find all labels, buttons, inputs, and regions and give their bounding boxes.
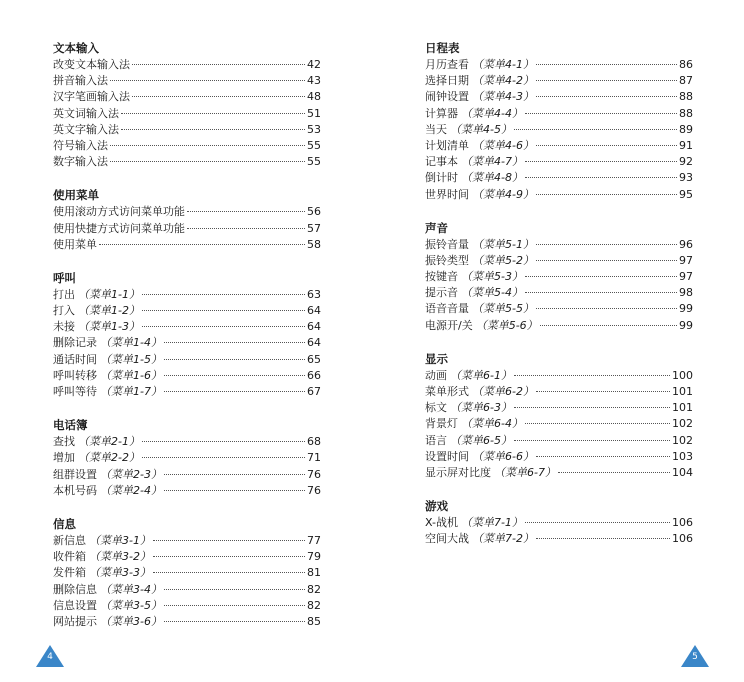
entry-menu-ref: （菜单6-7） <box>494 465 556 479</box>
entry-page-number: 85 <box>307 614 321 628</box>
entry-label: 计算器 <box>425 106 458 120</box>
entry-page-number: 64 <box>307 304 321 318</box>
section-title: 文本输入 <box>53 41 99 55</box>
toc-entry[interactable] <box>53 565 321 581</box>
toc-entry[interactable] <box>53 237 321 253</box>
dot-leader <box>110 161 305 162</box>
entry-page-number: 98 <box>679 286 693 300</box>
dot-leader <box>164 621 305 622</box>
entry-page-number: 87 <box>679 74 693 88</box>
page-number-right: 5 <box>692 652 698 662</box>
entry-page-number: 82 <box>307 582 321 596</box>
section-title: 显示 <box>425 351 448 366</box>
entry-label: 月历查看 <box>425 58 469 71</box>
toc-left-column <box>53 40 321 647</box>
dot-leader <box>525 276 677 277</box>
entry-label: 信息设置 <box>53 598 97 612</box>
entry-label: 标文 <box>425 401 447 415</box>
entry-page-number: 86 <box>679 58 693 71</box>
toc-entry[interactable] <box>53 303 321 319</box>
entry-page-number: 82 <box>307 598 321 612</box>
entry-menu-ref: （菜单5-3） <box>461 270 523 284</box>
dot-leader <box>536 145 677 146</box>
dot-leader <box>132 96 305 97</box>
entry-menu-ref: （菜单6-4） <box>461 417 523 431</box>
toc-entry[interactable] <box>53 614 321 630</box>
dot-leader <box>536 260 677 261</box>
entry-label: 使用滚动方式访问菜单功能 <box>53 205 185 219</box>
entry-label: 网站提示 <box>53 614 97 628</box>
section-title: 使用菜单 <box>53 188 99 203</box>
toc-entry[interactable] <box>425 318 693 334</box>
entry-label: 未接 <box>53 320 75 334</box>
toc-entry[interactable] <box>53 335 321 351</box>
toc-section <box>53 40 321 170</box>
entry-label: 改变文本输入法 <box>53 58 130 71</box>
entry-menu-ref: （菜单5-4） <box>461 286 523 300</box>
toc-entry[interactable] <box>53 598 321 614</box>
entry-menu-ref: （菜单6-3） <box>450 401 512 415</box>
toc-entry[interactable] <box>425 416 693 432</box>
entry-label: 按键音 <box>425 270 458 284</box>
entry-page-number: 55 <box>307 155 321 169</box>
toc-entry[interactable] <box>425 154 693 170</box>
toc-entry[interactable] <box>53 483 321 499</box>
entry-menu-ref: （菜单4-7） <box>461 155 523 169</box>
entry-label: 组群设置 <box>53 467 97 481</box>
entry-menu-ref: （菜单2-3） <box>100 467 162 481</box>
entry-label: 打出 <box>53 287 75 301</box>
dot-leader <box>525 522 670 523</box>
entry-page-number: 58 <box>307 237 321 251</box>
entry-page-number: 67 <box>307 385 321 398</box>
entry-page-number: 99 <box>679 302 693 316</box>
entry-page-number: 93 <box>679 171 693 185</box>
entry-menu-ref: （菜单6-2） <box>472 385 534 398</box>
entry-menu-ref: （菜单1-3） <box>78 320 140 334</box>
entry-page-number: 64 <box>307 320 321 334</box>
toc-entry[interactable] <box>425 122 693 138</box>
toc-entry[interactable] <box>425 73 693 89</box>
toc-section <box>53 270 321 400</box>
toc-entry[interactable] <box>425 368 693 384</box>
dot-leader <box>153 540 305 541</box>
entry-label: 世界时间 <box>425 187 469 201</box>
entry-menu-ref: （菜单1-4） <box>100 336 162 350</box>
toc-entry[interactable] <box>425 138 693 154</box>
entry-menu-ref: （菜单1-2） <box>78 304 140 318</box>
page-number-left: 4 <box>47 652 53 662</box>
toc-section <box>53 187 321 253</box>
entry-page-number: 95 <box>679 187 693 201</box>
dot-leader <box>164 605 305 606</box>
dot-leader <box>536 80 677 81</box>
entry-page-number: 57 <box>307 221 321 235</box>
entry-page-number: 88 <box>679 90 693 104</box>
dot-leader <box>187 211 305 212</box>
entry-page-number: 63 <box>307 287 321 301</box>
section-title: 信息 <box>53 516 76 531</box>
entry-page-number: 76 <box>307 467 321 481</box>
entry-page-number: 106 <box>672 516 693 530</box>
entry-label: 菜单形式 <box>425 385 469 398</box>
toc-entry[interactable] <box>53 384 321 400</box>
entry-page-number: 96 <box>679 237 693 251</box>
entry-label: 数字输入法 <box>53 155 108 169</box>
dot-leader <box>110 145 305 146</box>
entry-page-number: 43 <box>307 74 321 88</box>
dot-leader <box>514 440 670 441</box>
entry-menu-ref: （菜单7-2） <box>472 532 534 546</box>
toc-entry[interactable] <box>425 515 693 531</box>
entry-menu-ref: （菜单5-6） <box>475 318 538 332</box>
entry-menu-ref: （菜单3-1） <box>89 533 151 547</box>
entry-page-number: 55 <box>307 138 321 152</box>
dot-leader <box>164 359 305 360</box>
entry-menu-ref: （菜单5-2） <box>472 253 534 267</box>
entry-label: 电源开/关 <box>425 318 473 332</box>
entry-page-number: 91 <box>679 138 693 152</box>
toc-section <box>53 417 321 499</box>
toc-entry[interactable] <box>53 434 321 450</box>
entry-menu-ref: （菜单3-4） <box>100 582 162 596</box>
dot-leader <box>514 407 670 408</box>
entry-page-number: 56 <box>307 205 321 219</box>
entry-label: 呼叫等待 <box>53 385 97 398</box>
section-title: 游戏 <box>425 499 448 514</box>
entry-label: 英文字输入法 <box>53 122 119 136</box>
dot-leader <box>142 326 305 327</box>
toc-entry[interactable] <box>53 57 321 73</box>
entry-menu-ref: （菜单4-6） <box>472 138 534 152</box>
entry-label: 发件箱 <box>53 566 86 580</box>
entry-menu-ref: （菜单5-1） <box>472 237 534 251</box>
entry-label: 删除记录 <box>53 336 97 350</box>
toc-entry[interactable] <box>425 400 693 416</box>
dot-leader <box>536 244 677 245</box>
entry-menu-ref: （菜单4-3） <box>472 90 534 104</box>
entry-label: 设置时间 <box>425 449 469 463</box>
entry-label: 振铃音量 <box>425 237 469 251</box>
entry-menu-ref: （菜单4-4） <box>461 106 523 120</box>
entry-label: 提示音 <box>425 286 458 300</box>
dot-leader <box>536 308 677 309</box>
entry-label: 使用快捷方式访问菜单功能 <box>53 221 185 235</box>
toc-entry[interactable] <box>53 319 321 335</box>
toc-entry[interactable] <box>53 122 321 138</box>
entry-page-number: 53 <box>307 122 321 136</box>
toc-entry[interactable] <box>425 301 693 317</box>
entry-page-number: 101 <box>672 401 693 415</box>
dot-leader <box>187 228 305 229</box>
entry-menu-ref: （菜单2-4） <box>100 483 162 497</box>
entry-label: 语言 <box>425 433 447 447</box>
entry-label: 增加 <box>53 451 75 465</box>
toc-entry[interactable] <box>425 531 693 547</box>
entry-menu-ref: （菜单4-9） <box>472 187 534 201</box>
toc-section <box>425 351 693 481</box>
dot-leader <box>536 538 670 539</box>
toc-entry[interactable] <box>53 106 321 122</box>
entry-page-number: 97 <box>679 253 693 267</box>
toc-entry[interactable] <box>425 237 693 253</box>
entry-page-number: 66 <box>307 368 321 382</box>
entry-label: 呼叫转移 <box>53 368 97 382</box>
entry-label: 符号输入法 <box>53 138 108 152</box>
entry-menu-ref: （菜单7-1） <box>460 516 523 530</box>
page-number-badge-left <box>35 644 65 668</box>
entry-menu-ref: （菜单3-2） <box>89 550 151 564</box>
entry-label: 选择日期 <box>425 74 469 88</box>
entry-page-number: 101 <box>672 385 693 398</box>
dot-leader <box>121 129 305 130</box>
entry-menu-ref: （菜单4-2） <box>472 74 534 88</box>
toc-entry[interactable] <box>53 467 321 483</box>
toc-section <box>53 516 321 630</box>
toc-entry[interactable] <box>53 221 321 237</box>
entry-page-number: 71 <box>307 451 321 465</box>
entry-menu-ref: （菜单6-5） <box>450 433 512 447</box>
entry-menu-ref: （菜单2-1） <box>78 435 140 449</box>
dot-leader <box>525 113 677 114</box>
entry-label: 计划清单 <box>425 138 469 152</box>
entry-page-number: 92 <box>679 155 693 169</box>
section-title: 声音 <box>425 220 448 235</box>
dot-leader <box>110 80 305 81</box>
entry-label: 语音音量 <box>425 302 469 316</box>
toc-entry[interactable] <box>53 138 321 154</box>
entry-label: 收件箱 <box>53 550 86 564</box>
dot-leader <box>514 375 670 376</box>
entry-page-number: 103 <box>672 449 693 463</box>
entry-label: 通话时间 <box>53 352 97 366</box>
toc-entry[interactable] <box>425 449 693 465</box>
entry-label: 查找 <box>53 435 75 449</box>
toc-entry[interactable] <box>425 170 693 186</box>
entry-menu-ref: （菜单1-5） <box>100 352 162 366</box>
section-title: 日程表 <box>425 41 460 55</box>
entry-label: 闹钟设置 <box>425 90 469 104</box>
entry-page-number: 102 <box>672 417 693 431</box>
dot-leader <box>153 572 305 573</box>
dot-leader <box>536 391 670 392</box>
entry-page-number: 97 <box>679 270 693 284</box>
entry-label: 动画 <box>425 368 447 382</box>
entry-menu-ref: （菜单3-3） <box>89 566 151 580</box>
toc-entry[interactable] <box>53 204 321 220</box>
entry-page-number: 64 <box>307 336 321 350</box>
toc-entry[interactable] <box>425 57 693 73</box>
entry-label: 英文词输入法 <box>53 106 119 120</box>
toc-entry[interactable] <box>53 73 321 89</box>
entry-page-number: 89 <box>679 122 693 136</box>
toc-section <box>425 220 693 334</box>
toc-entry[interactable] <box>53 450 321 466</box>
toc-entry[interactable] <box>53 154 321 170</box>
entry-page-number: 79 <box>307 550 321 564</box>
entry-page-number: 81 <box>307 566 321 580</box>
entry-menu-ref: （菜单3-5） <box>100 598 162 612</box>
entry-menu-ref: （菜单5-5） <box>472 302 534 316</box>
toc-entry[interactable] <box>53 89 321 105</box>
entry-menu-ref: （菜单1-7） <box>100 385 162 398</box>
toc-entry[interactable] <box>425 465 693 481</box>
dot-leader <box>536 96 677 97</box>
toc-entry[interactable] <box>425 187 693 203</box>
entry-label: 显示屏对比度 <box>425 465 491 479</box>
entry-menu-ref: （菜单2-2） <box>78 451 140 465</box>
toc-section <box>425 40 693 203</box>
dot-leader <box>525 292 677 293</box>
dot-leader <box>142 310 305 311</box>
dot-leader <box>536 456 670 457</box>
entry-label: X-战机 <box>425 516 458 530</box>
toc-entry[interactable] <box>425 89 693 105</box>
dot-leader <box>525 161 677 162</box>
dot-leader <box>536 64 677 65</box>
toc-section <box>425 498 693 547</box>
toc-right-column <box>425 40 693 565</box>
entry-menu-ref: （菜单1-6） <box>100 368 162 382</box>
dot-leader <box>536 194 677 195</box>
toc-entry[interactable] <box>425 384 693 400</box>
dot-leader <box>525 423 670 424</box>
toc-entry[interactable] <box>425 285 693 301</box>
entry-menu-ref: （菜单1-1） <box>78 287 140 301</box>
entry-menu-ref: （菜单4-8） <box>461 171 523 185</box>
dot-leader <box>164 474 305 475</box>
entry-page-number: 88 <box>679 106 693 120</box>
entry-page-number: 106 <box>672 532 693 546</box>
dot-leader <box>164 342 305 343</box>
toc-entry[interactable] <box>53 549 321 565</box>
entry-label: 当天 <box>425 122 447 136</box>
dot-leader <box>164 589 305 590</box>
entry-label: 记事本 <box>425 155 458 169</box>
toc-entry[interactable] <box>425 269 693 285</box>
entry-page-number: 42 <box>307 58 321 71</box>
entry-page-number: 65 <box>307 352 321 366</box>
entry-label: 删除信息 <box>53 582 97 596</box>
dot-leader <box>132 64 305 65</box>
entry-label: 汉字笔画输入法 <box>53 90 130 104</box>
entry-label: 拼音输入法 <box>53 74 108 88</box>
entry-menu-ref: （菜单4-5） <box>450 122 512 136</box>
section-title: 呼叫 <box>53 270 76 285</box>
dot-leader <box>558 472 670 473</box>
dot-leader <box>142 441 305 442</box>
entry-page-number: 99 <box>679 318 693 332</box>
entry-page-number: 68 <box>307 435 321 449</box>
toc-entry[interactable] <box>53 287 321 303</box>
toc-entry[interactable] <box>53 582 321 598</box>
entry-label: 倒计时 <box>425 171 458 185</box>
section-title: 电话簿 <box>53 418 88 433</box>
entry-menu-ref: （菜单3-6） <box>100 614 162 628</box>
dot-leader <box>121 113 305 114</box>
entry-label: 振铃类型 <box>425 253 469 267</box>
entry-menu-ref: （菜单4-1） <box>472 58 534 71</box>
toc-entry[interactable] <box>53 368 321 384</box>
page-number-badge-right <box>680 644 710 668</box>
toc-entry[interactable] <box>425 106 693 122</box>
entry-label: 背景灯 <box>425 417 458 431</box>
dot-leader <box>142 294 305 295</box>
entry-page-number: 76 <box>307 483 321 497</box>
entry-page-number: 100 <box>672 368 693 382</box>
toc-entry[interactable] <box>425 253 693 269</box>
dot-leader <box>164 490 305 491</box>
dot-leader <box>540 325 677 326</box>
entry-page-number: 77 <box>307 533 321 547</box>
entry-label: 空间大战 <box>425 532 469 546</box>
entry-label: 打入 <box>53 304 75 318</box>
toc-entry[interactable] <box>425 433 693 449</box>
entry-page-number: 104 <box>672 465 693 479</box>
dot-leader <box>164 375 305 376</box>
entry-menu-ref: （菜单6-1） <box>450 368 512 382</box>
dot-leader <box>525 177 677 178</box>
entry-label: 本机号码 <box>53 483 97 497</box>
entry-page-number: 102 <box>672 433 693 447</box>
dot-leader <box>164 391 305 392</box>
entry-label: 使用菜单 <box>53 237 97 251</box>
dot-leader <box>142 457 305 458</box>
dot-leader <box>99 244 305 245</box>
entry-page-number: 51 <box>307 106 321 120</box>
entry-menu-ref: （菜单6-6） <box>472 449 534 463</box>
dot-leader <box>153 556 305 557</box>
dot-leader <box>514 129 677 130</box>
toc-entry[interactable] <box>53 352 321 368</box>
entry-label: 新信息 <box>53 533 86 547</box>
entry-page-number: 48 <box>307 90 321 104</box>
toc-entry[interactable] <box>53 533 321 549</box>
